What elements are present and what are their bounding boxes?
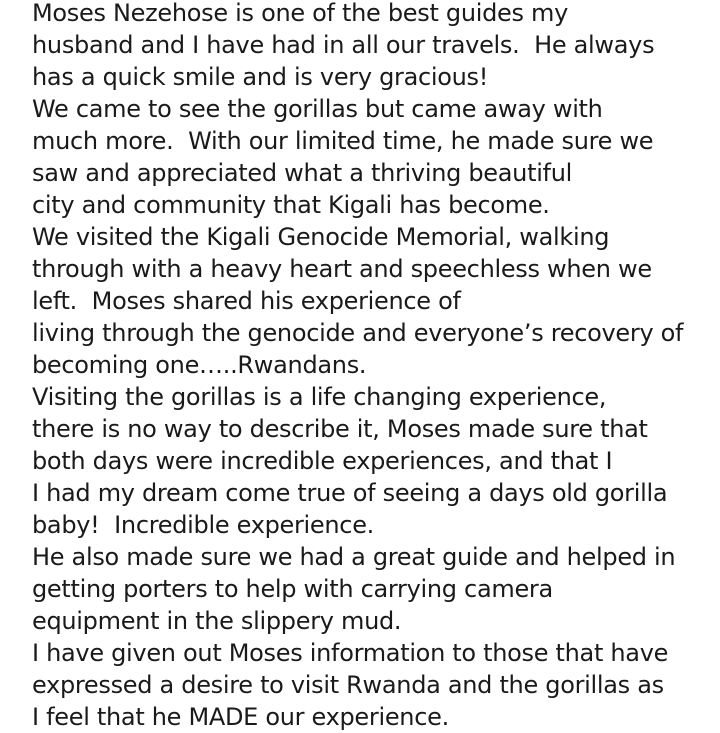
text-line: has a quick smile and is very gracious! xyxy=(32,63,489,91)
text-line: baby! Incredible experience. xyxy=(32,511,374,539)
text-line: equipment in the slippery mud. xyxy=(32,607,402,635)
text-line: becoming one…..Rwandans. xyxy=(32,351,367,379)
text-line: saw and appreciated what a thriving beautiful xyxy=(32,159,572,187)
text-line: I feel that he MADE our experience. xyxy=(32,703,449,731)
text-line: expressed a desire to visit Rwanda and the gorillas as xyxy=(32,671,664,699)
text-line: left. Moses shared his experience of xyxy=(32,287,461,315)
text-line: We came to see the gorillas but came away with xyxy=(32,95,603,123)
text-line: We visited the Kigali Genocide Memorial, walking xyxy=(32,223,610,251)
text-line: much more. With our limited time, he made sure we xyxy=(32,127,654,155)
text-line: living through the genocide and everyone’s recovery of xyxy=(32,319,684,347)
text-line: Moses Nezehose is one of the best guides my xyxy=(32,0,569,27)
text-line: He also made sure we had a great guide and helped in xyxy=(32,543,676,571)
text-line: husband and I have had in all our travels. He always xyxy=(32,31,655,59)
text-line: there is no way to describe it, Moses made sure that xyxy=(32,415,648,443)
text-line: I have given out Moses information to those that have xyxy=(32,639,669,667)
text-line: I had my dream come true of seeing a days old gorilla xyxy=(32,479,668,507)
text-line: through with a heavy heart and speechless when we xyxy=(32,255,652,283)
text-line: both days were incredible experiences, and that I xyxy=(32,447,613,475)
review-text xyxy=(32,0,720,733)
text-line: city and community that Kigali has become. xyxy=(32,191,550,219)
text-line: Visiting the gorillas is a life changing experience, xyxy=(32,383,607,411)
text-line: getting porters to help with carrying camera xyxy=(32,575,553,603)
